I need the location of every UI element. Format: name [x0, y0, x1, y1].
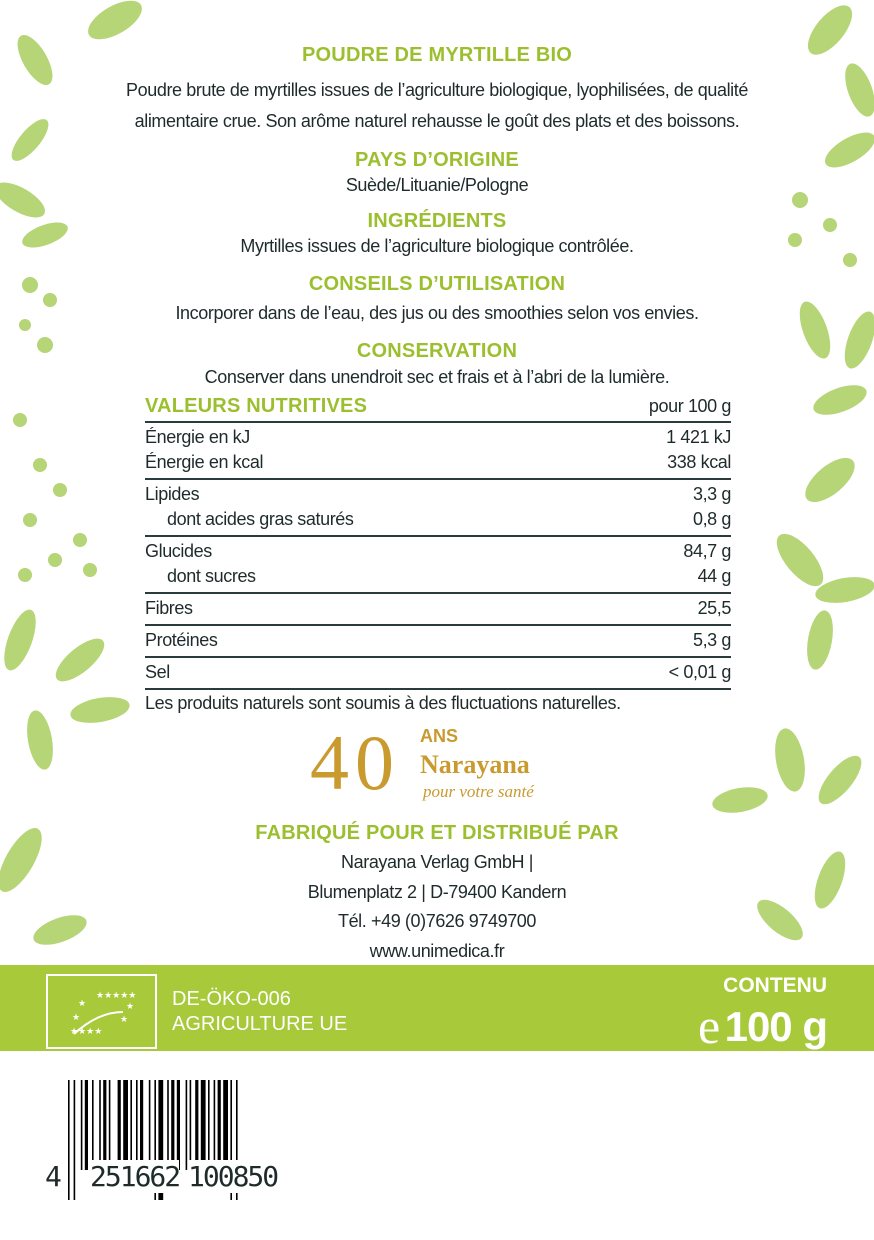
barcode-bar — [74, 1080, 76, 1200]
barcode-bar — [136, 1080, 138, 1170]
barcode-bar — [130, 1080, 132, 1170]
barcode-bar — [201, 1080, 206, 1170]
origin-text: Suède/Lituanie/Pologne — [345, 175, 529, 195]
logo-brand: Narayana — [420, 750, 530, 779]
row-label: Protéines — [145, 630, 218, 650]
barcode-bar — [99, 1080, 101, 1170]
barcode-bar — [81, 1080, 83, 1170]
barcode-bar — [103, 1080, 106, 1170]
row-label: Glucides — [145, 541, 212, 561]
table-row — [145, 660, 731, 685]
barcode-bar — [167, 1080, 169, 1170]
table-row — [145, 539, 731, 564]
product-title: POUDRE DE MYRTILLE BIO — [302, 44, 572, 66]
barcode-bar — [123, 1080, 128, 1170]
nutrition-per: pour 100 g — [648, 396, 731, 416]
table-row — [145, 482, 731, 507]
barcode-bar — [85, 1080, 88, 1170]
barcode-bar — [149, 1080, 151, 1170]
row-value: 44 g — [697, 566, 731, 586]
logo-ans: ANS — [420, 726, 459, 746]
svg-text:★: ★ — [78, 998, 87, 1008]
barcode-bar — [140, 1080, 143, 1170]
svg-text:★★★★★: ★★★★★ — [96, 990, 137, 1000]
row-value: 1 421 kJ — [666, 427, 731, 447]
barcode-bar — [214, 1080, 216, 1170]
description-line: alimentaire crue. Son arôme naturel rehausse le goût des plats et des boissons. — [134, 111, 740, 131]
ingredients-text: Myrtilles issues de l’agriculture biologique contrôlée. — [240, 236, 634, 256]
row-value: 0,8 g — [692, 509, 731, 529]
nutrition-heading: VALEURS NUTRITIVES — [145, 395, 368, 417]
address-line: Narayana Verlag GmbH | — [341, 852, 533, 872]
barcode-bar — [177, 1080, 180, 1170]
barcode-bar — [68, 1080, 70, 1200]
logo-tagline: pour votre santé — [423, 782, 534, 801]
row-value: 84,7 g — [683, 541, 731, 561]
svg-text:★: ★ — [126, 1001, 135, 1011]
table-row — [145, 450, 731, 475]
table-row — [145, 507, 731, 532]
table-row — [145, 596, 731, 621]
storage-text: Conserver dans unendroit sec et frais et à l’abri de la lumière. — [204, 367, 670, 387]
info-band — [0, 965, 874, 1054]
table-row — [145, 628, 731, 653]
barcode-bar — [118, 1080, 121, 1170]
eu-leaf-stars-icon — [48, 976, 155, 1047]
website-link[interactable]: www.unimedica.fr — [369, 940, 505, 961]
barcode-bar — [208, 1080, 210, 1170]
row-label: Énergie en kcal — [145, 452, 264, 472]
narayana-logo — [310, 719, 560, 808]
usage-text: Incorporer dans de l’eau, des jus ou des smoothies selon vos envies. — [175, 303, 699, 323]
usage-heading: CONSEILS D’UTILISATION — [308, 273, 566, 295]
organic-text — [172, 987, 347, 1037]
row-label: dont acides gras saturés — [167, 509, 354, 529]
row-label: dont sucres — [167, 566, 256, 586]
storage-heading: CONSERVATION — [356, 340, 518, 362]
table-row — [145, 425, 731, 450]
barcode-bar — [109, 1080, 111, 1170]
barcode-digit-first: 4 — [45, 1160, 62, 1193]
barcode-bar — [190, 1080, 192, 1170]
nutrition-table — [145, 394, 731, 714]
svg-text:★★★★: ★★★★ — [70, 1026, 103, 1036]
barcode-bar — [223, 1080, 228, 1170]
barcode-bar — [218, 1080, 221, 1170]
content-value: 100 g — [724, 1003, 827, 1050]
row-value: 338 kcal — [667, 452, 731, 472]
svg-text:★: ★ — [72, 1012, 81, 1022]
barcode-bar — [171, 1080, 174, 1170]
estimated-sign-icon: e — [697, 998, 721, 1054]
row-label: Sel — [145, 662, 170, 682]
barcode-digits-right: 100850 — [188, 1160, 278, 1193]
nutrition-note: Les produits naturels sont soumis à des fluctuations naturelles. — [145, 693, 621, 713]
organic-code: DE-ÖKO-006 — [172, 988, 291, 1010]
content-label: CONTENU — [723, 974, 827, 997]
barcode-bar — [92, 1080, 94, 1170]
content-amount — [698, 997, 827, 1055]
manufacturer-heading: FABRIQUÉ POUR ET DISTRIBUÉ PAR — [255, 822, 619, 844]
barcode-digits-left: 251662 — [90, 1160, 180, 1193]
row-label: Énergie en kJ — [145, 427, 250, 447]
row-label: Lipides — [145, 484, 200, 504]
manufacturer-address — [0, 848, 874, 966]
svg-text:★: ★ — [120, 1014, 129, 1024]
barcode-bar — [186, 1080, 188, 1170]
description-line: Poudre brute de myrtilles issues de l’agriculture biologique, lyophilisées, de qualité — [126, 80, 748, 100]
product-description — [0, 75, 874, 137]
eu-organic-logo — [46, 974, 157, 1049]
row-value: < 0,01 g — [668, 662, 731, 682]
origin-heading: PAYS D’ORIGINE — [355, 149, 519, 171]
phone: Tél. +49 (0)7626 9749700 — [337, 911, 537, 931]
row-value: 3,3 g — [692, 484, 731, 504]
logo-number: 40 — [310, 719, 400, 806]
barcode-bar — [195, 1080, 198, 1170]
organic-origin: AGRICULTURE UE — [172, 1013, 348, 1035]
table-row — [145, 564, 731, 589]
row-label: Fibres — [145, 598, 193, 618]
ingredients-heading: INGRÉDIENTS — [367, 210, 507, 232]
address-line: Blumenplatz 2 | D-79400 Kandern — [307, 881, 567, 902]
row-value: 25,5 — [697, 598, 731, 618]
row-value: 5,3 g — [692, 630, 731, 650]
barcode — [40, 1075, 278, 1200]
